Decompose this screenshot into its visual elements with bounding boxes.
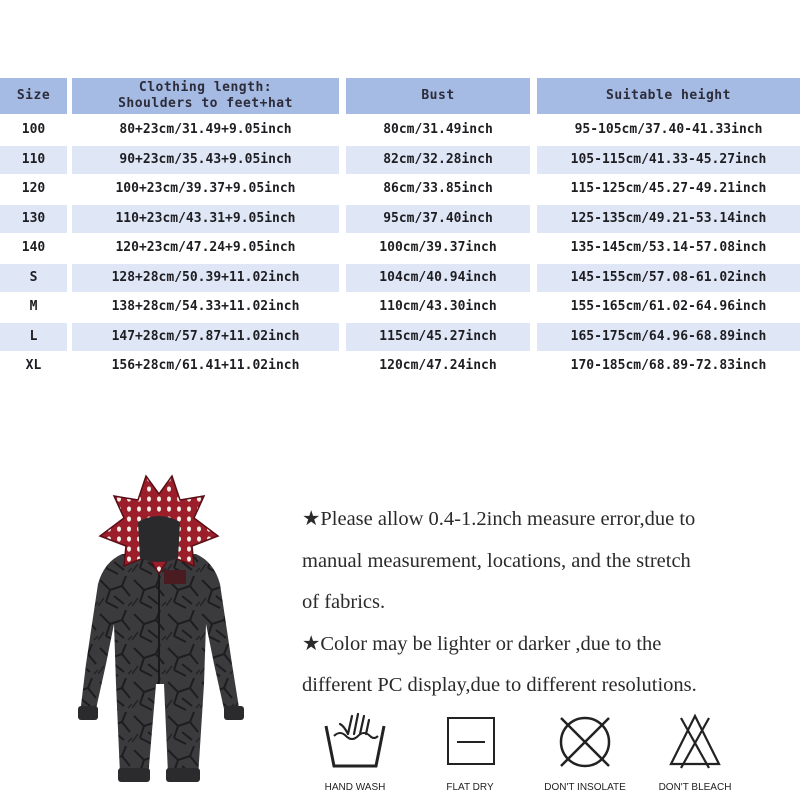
cell-bust: 86cm/33.85inch (383, 181, 493, 196)
cell-size: L (29, 328, 38, 344)
cell-bust: 82cm/32.28inch (383, 151, 493, 167)
cell-bust: 100cm/39.37inch (379, 240, 497, 255)
cell-bust: 115cm/45.27inch (379, 328, 497, 344)
table-row (0, 116, 800, 144)
dont-bleach-label: DON'T BLEACH (658, 782, 732, 793)
dont-bleach-icon (665, 712, 725, 772)
note-line: of fabrics. (302, 591, 386, 613)
header-clothing-length (72, 78, 339, 114)
cell-bust: 110cm/43.30inch (379, 299, 497, 314)
table-row (0, 323, 800, 351)
note-line: ★Please allow 0.4-1.2inch measure error,due to (302, 508, 696, 530)
cell-size: 140 (21, 240, 46, 255)
cell-size: 110 (21, 151, 46, 167)
measurement-notes (302, 499, 792, 707)
cell-bust: 120cm/47.24inch (379, 358, 497, 373)
table-row (0, 234, 800, 262)
cell-height: 145-155cm/57.08-61.02inch (570, 269, 767, 285)
header-length-line1: Clothing length: (138, 80, 273, 95)
flat-dry-label: FLAT DRY (446, 782, 494, 793)
cell-size: 100 (21, 122, 46, 137)
cell-length: 138+28cm/54.33+11.02inch (111, 299, 300, 314)
cell-bust: 95cm/37.40inch (383, 210, 493, 226)
cell-size: S (29, 269, 38, 285)
flat-dry-icon (440, 712, 500, 772)
header-size-label: Size (16, 88, 51, 103)
header-height-label: Suitable height (606, 88, 731, 103)
cell-height: 155-165cm/61.02-64.96inch (570, 299, 767, 314)
hand-wash-label: HAND WASH (324, 782, 386, 793)
care-dont-bleach (645, 712, 745, 802)
care-flat-dry (420, 712, 520, 802)
table-row (0, 264, 800, 292)
care-dont-insolate (535, 712, 635, 802)
cell-length: 90+23cm/35.43+9.05inch (119, 151, 292, 167)
header-bust (346, 78, 530, 114)
note-line: manual measurement, locations, and the stretch (302, 549, 691, 572)
cell-length: 110+23cm/43.31+9.05inch (115, 210, 296, 226)
table-row (0, 293, 800, 321)
cell-height: 95-105cm/37.40-41.33inch (574, 122, 763, 137)
cell-length: 80+23cm/31.49+9.05inch (119, 122, 292, 137)
dont-insolate-icon (555, 712, 615, 772)
cell-length: 147+28cm/57.87+11.02inch (111, 328, 300, 344)
cell-height: 135-145cm/53.14-57.08inch (570, 240, 767, 255)
table-row (0, 352, 800, 380)
table-row (0, 205, 800, 233)
table-row (0, 175, 800, 203)
header-size (0, 78, 67, 114)
header-length-line2: Shoulders to feet+hat (118, 96, 293, 111)
table-row (0, 146, 800, 174)
cell-size: M (29, 299, 38, 314)
dont-insolate-label: DON'T INSOLATE (544, 782, 626, 793)
cell-height: 125-135cm/49.21-53.14inch (570, 210, 767, 226)
cell-length: 120+23cm/47.24+9.05inch (115, 240, 296, 255)
cell-bust: 80cm/31.49inch (383, 122, 493, 137)
cell-size: XL (25, 358, 42, 373)
cell-height: 170-185cm/68.89-72.83inch (570, 358, 767, 373)
cell-length: 156+28cm/61.41+11.02inch (111, 358, 300, 373)
cell-height: 115-125cm/45.27-49.21inch (570, 181, 767, 196)
header-bust-label: Bust (421, 88, 455, 103)
cell-size: 120 (21, 181, 46, 196)
cell-length: 128+28cm/50.39+11.02inch (111, 269, 300, 285)
note-line: different PC display,due to different resolutions. (302, 674, 697, 696)
cell-size: 130 (21, 210, 46, 226)
cell-height: 105-115cm/41.33-45.27inch (570, 151, 767, 167)
onesie-costume-image (64, 474, 254, 800)
hand-wash-icon (320, 712, 390, 772)
cell-bust: 104cm/40.94inch (379, 269, 497, 285)
note-line: ★Color may be lighter or darker ,due to the (302, 632, 662, 655)
cell-length: 100+23cm/39.37+9.05inch (115, 181, 296, 196)
care-hand-wash (305, 712, 405, 802)
header-suitable-height (537, 78, 800, 114)
cell-height: 165-175cm/64.96-68.89inch (570, 328, 767, 344)
